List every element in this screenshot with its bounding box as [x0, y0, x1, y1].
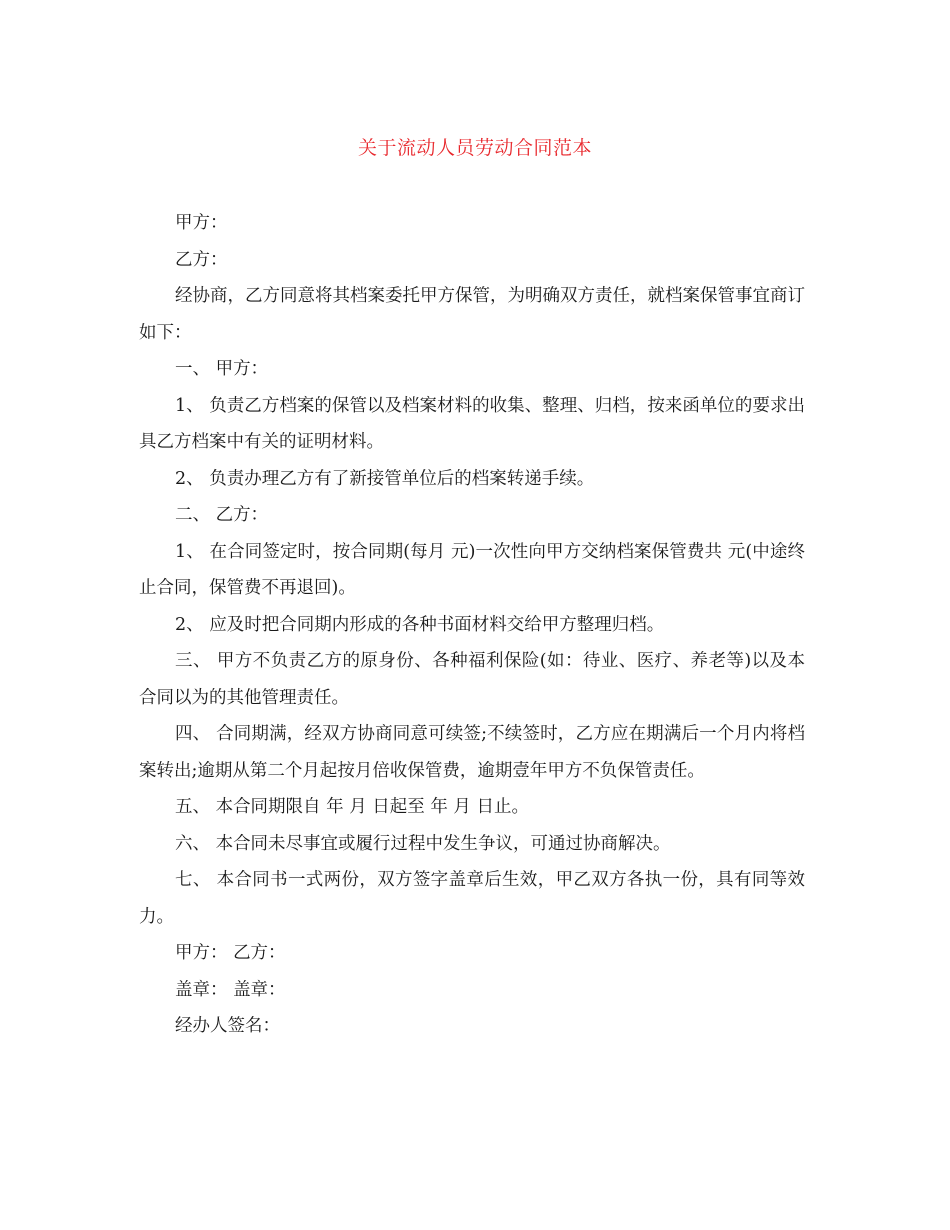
- signature-parties-line: 甲方： 乙方：: [175, 943, 286, 963]
- seal-line: 盖章： 盖章：: [175, 979, 286, 1000]
- section-2-item-1: 1、 在合同签定时，按合同期(每月 元)一次性向甲方交纳档案保管费共 元(中途终止合同，保管费不再退回)。: [139, 541, 805, 598]
- section-1-item-1: 1、 负责乙方档案的保管以及档案材料的收集、整理、归档，按来函单位的要求出具乙方档案中有关的证明材料。: [139, 395, 805, 452]
- section-7-paragraph: 七、 本合同书一式两份，双方签字盖章后生效，甲乙双方各执一份，具有同等效力。: [139, 870, 805, 927]
- section-2-heading: 二、 乙方：: [175, 505, 269, 525]
- section-4-paragraph: 四、 合同期满，经双方协商同意可续签;不续签时，乙方应在期满后一个月内将档案转出;逾期从第二个月起按月倍收保管费，逾期壹年甲方不负保管责任。: [139, 724, 805, 781]
- section-1-heading: 一、 甲方：: [175, 359, 269, 379]
- handler-signature-line: 经办人签名：: [175, 1016, 280, 1036]
- document-body: [139, 205, 805, 1045]
- section-3-paragraph: 三、 甲方不负责乙方的原身份、各种福利保险(如：待业、医疗、养老等)以及本合同以为的其他管理责任。: [139, 651, 805, 708]
- section-1-item-2: 2、 负责办理乙方有了新接管单位后的档案转递手续。: [175, 468, 595, 489]
- party-a-line: 甲方：: [175, 213, 228, 233]
- party-b-line: 乙方：: [175, 249, 228, 270]
- section-6-paragraph: 六、 本合同未尽事宜或履行过程中发生争议，可通过协商解决。: [175, 833, 671, 854]
- preamble-paragraph: 经协商，乙方同意将其档案委托甲方保管，为明确双方责任，就档案保管事宜商订如下：: [139, 286, 805, 343]
- section-5-paragraph: 五、 本合同期限自 年 月 日起至 年 月 日止。: [175, 797, 529, 817]
- section-2-item-2: 2、 应及时把合同期内形成的各种书面材料交给甲方整理归档。: [175, 614, 665, 635]
- document-title: 关于流动人员劳动合同范本: [357, 137, 592, 159]
